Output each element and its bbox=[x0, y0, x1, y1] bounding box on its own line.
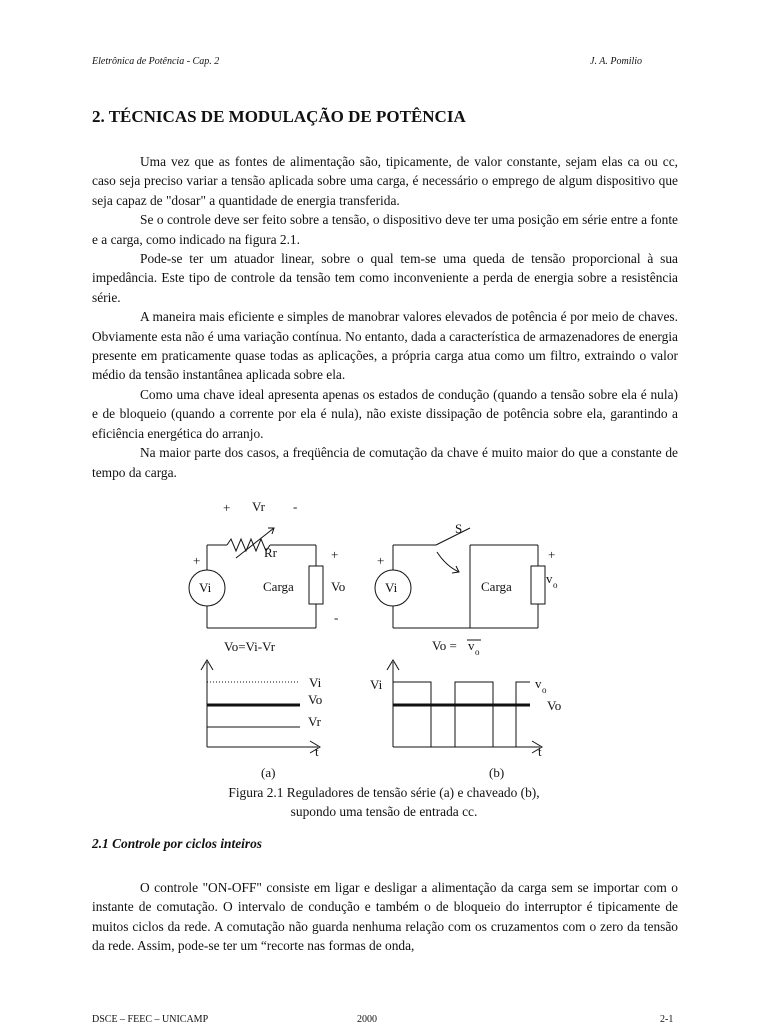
subfigure-b-label: (b) bbox=[489, 765, 505, 780]
vo-plus-label: + bbox=[548, 547, 556, 562]
vo-label: Vo bbox=[331, 579, 346, 594]
equation-b-average: v bbox=[468, 638, 475, 653]
paragraph: O controle "ON-OFF" consiste em ligar e desligar a alimentação da carga sem se importar com o instante de comutação. O intervalo de condução e também o de bloqueio do interruptor é tipicamente de muitos ciclos da rede. A comutação não guarda nenhuma relação com os cruzamentos com o zero da tensão da rede. Assim, pode-se ter um “recorte nas formas de onda, bbox=[92, 880, 678, 954]
caption-line: supondo uma tensão de entrada cc. bbox=[290, 804, 478, 820]
graph-a bbox=[201, 660, 323, 753]
vo-minus-label: - bbox=[334, 610, 339, 625]
paragraph: Uma vez que as fontes de alimentação são, tipicamente, de valor constante, sejam elas ca ou cc, caso seja preciso variar a tensão aplicada sobre uma carga, é necessário o emprego de algum dispositivo que seja capaz de "dosar" a quantidade de energia transferida. bbox=[92, 154, 678, 208]
vi-plus-label: + bbox=[193, 553, 201, 568]
circuit-b bbox=[375, 528, 545, 628]
equation-a: Vo=Vi-Vr bbox=[224, 639, 276, 654]
rr-label: Rr bbox=[264, 545, 277, 560]
graph-t-label: t bbox=[538, 744, 542, 759]
paragraph: Como uma chave ideal apresenta apenas os estados de condução (quando a tensão sobre ela é nula) e de bloqueio (quando a corrente por ela é nula), não existe dissipação de potência sobre ela, garantindo a eficiência energética do arranjo. bbox=[92, 386, 678, 441]
section-text bbox=[92, 878, 678, 956]
load-label: Carga bbox=[481, 579, 512, 594]
graph-vo-average-label: Vo bbox=[547, 698, 562, 713]
paragraph: A maneira mais eficiente e simples de manobrar valores elevados de potência é por meio de chaves. Obviamente esta não é uma variação contínua. No entanto, dada a característica de armazenadores de energia presente em praticamente quase todas as aplicações, a própria carga atua como um filtro, extraindo o valor médio da tensão instantânea aplicada sobre ela. bbox=[92, 309, 678, 383]
footer-page-number: 2-1 bbox=[660, 1014, 674, 1025]
vo-instant-label: v bbox=[546, 571, 553, 586]
vr-minus-label: - bbox=[293, 499, 298, 514]
running-header-left: Eletrônica de Potência - Cap. 2 bbox=[92, 56, 220, 67]
switch-label: S bbox=[455, 521, 463, 536]
paragraph: Na maior parte dos casos, a freqüência de comutação da chave é muito maior do que a constante de tempo da carga. bbox=[92, 445, 678, 480]
graph-vi-label: Vi bbox=[370, 677, 383, 692]
intro-text bbox=[92, 152, 678, 482]
figure-caption bbox=[0, 783, 768, 822]
load-label: Carga bbox=[263, 579, 294, 594]
subfigure-a-label: (a) bbox=[261, 765, 276, 780]
figure-2-1 bbox=[0, 490, 768, 830]
paragraph: Se o controle deve ser feito sobre a tensão, o dispositivo deve ter uma posição em série entre a fonte e a carga, como indicado na figura 2.1. bbox=[92, 212, 678, 247]
graph-vo-instant-label: v bbox=[535, 676, 542, 691]
vi-label: Vi bbox=[199, 580, 212, 595]
footer-left: DSCE – FEEC – UNICAMP bbox=[92, 1014, 209, 1025]
paragraph: Pode-se ter um atuador linear, sobre o qual tem-se uma queda de tensão proporcional à sua impedância. Este tipo de controle da tensão tem como inconveniente a perda de energia sobre a resistência série. bbox=[92, 251, 678, 305]
graph-vo-instant-subscript: o bbox=[542, 685, 547, 695]
vo-instant-subscript: o bbox=[553, 580, 558, 590]
vr-label: Vr bbox=[252, 499, 265, 514]
vo-plus-label: + bbox=[331, 547, 339, 562]
vi-plus-label: + bbox=[377, 553, 385, 568]
graph-vo-label: Vo bbox=[308, 692, 323, 707]
graph-t-label: t bbox=[315, 744, 319, 759]
chapter-title: 2. TÉCNICAS DE MODULAÇÃO DE POTÊNCIA bbox=[92, 107, 466, 126]
graph-vi-label: Vi bbox=[309, 675, 322, 690]
caption-line: Figura 2.1 Reguladores de tensão série (a) e chaveado (b), bbox=[228, 785, 540, 800]
running-header-right: J. A. Pomilio bbox=[590, 56, 643, 67]
circuit-a bbox=[189, 528, 323, 628]
footer-center: 2000 bbox=[357, 1014, 377, 1025]
vr-plus-label: + bbox=[223, 500, 231, 515]
vi-label: Vi bbox=[385, 580, 398, 595]
graph-vr-label: Vr bbox=[308, 714, 321, 729]
equation-b-left: Vo = bbox=[432, 638, 457, 653]
graph-b bbox=[387, 660, 542, 753]
section-heading: 2.1 Controle por ciclos inteiros bbox=[92, 836, 262, 851]
equation-b-subscript: o bbox=[475, 647, 480, 657]
figure-diagram bbox=[0, 490, 768, 830]
